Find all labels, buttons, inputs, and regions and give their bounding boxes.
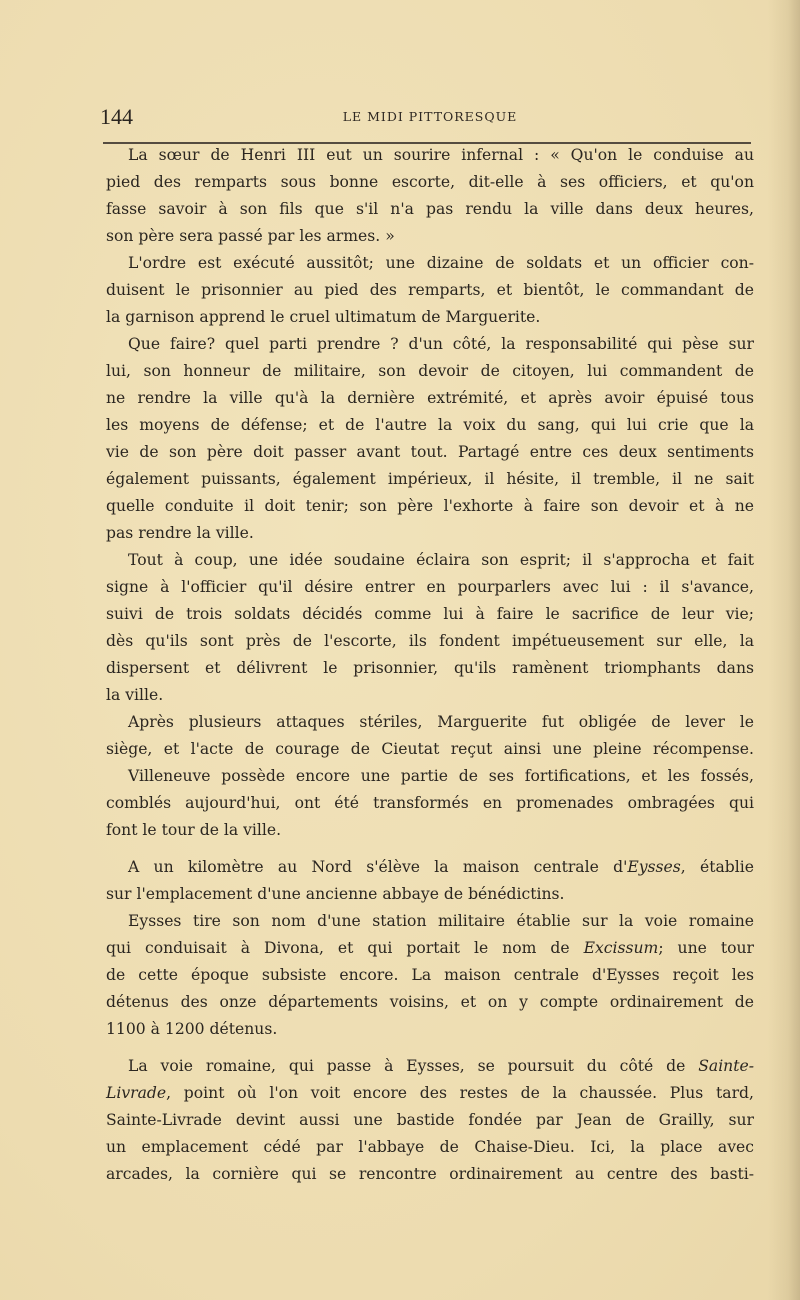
- text-line: Sainte-Livrade devint aussi une bastide fondée par Jean de Grailly, sur: [106, 1111, 754, 1129]
- text-line: [106, 854, 754, 881]
- text-line: La sœur de Henri III eut un sourire infernal : « Qu'on le conduise au: [128, 146, 754, 164]
- text-segment: qui conduisait à Divona, et qui portait le nom de: [106, 939, 584, 957]
- section-gap: [106, 844, 754, 854]
- text-line: font le tour de la ville.: [106, 821, 282, 839]
- text-line: Tout à coup, une idée soudaine éclaira son esprit; il s'approcha et fait: [128, 551, 754, 569]
- text-line: signe à l'officier qu'il désire entrer en pourparlers avec lui : il s'avance,: [106, 578, 754, 596]
- section-gap: [106, 1043, 754, 1053]
- text-line: les moyens de défense; et de l'autre la voix du sang, qui lui crie que la: [106, 416, 754, 434]
- italic-place-name: Excissum: [583, 939, 659, 957]
- text-line: [106, 1053, 754, 1080]
- text-line: lui, son honneur de militaire, son devoir de citoyen, lui commandent de: [106, 362, 754, 380]
- text-line: fasse savoir à son fils que s'il n'a pas rendu la ville dans deux heures,: [106, 200, 754, 218]
- text-line: comblés aujourd'hui, ont été transformés en promenades ombragées qui: [106, 794, 754, 812]
- text-segment: , point où l'on voit encore des restes de la chaussée. Plus tard,: [166, 1084, 754, 1102]
- paragraph: [106, 547, 754, 709]
- italic-place-name: Sainte-: [698, 1057, 754, 1075]
- text-line: de cette époque subsiste encore. La maison centrale d'Eysses reçoit les: [106, 966, 754, 984]
- page-header: [100, 104, 760, 134]
- text-line: Eysses tire son nom d'une station militaire établie sur la voie romaine: [128, 912, 754, 930]
- text-line: [106, 1080, 754, 1107]
- text-line: vie de son père doit passer avant tout. Partagé entre ces deux sentiments: [106, 443, 754, 461]
- text-line: duisent le prisonnier au pied des remparts, et bientôt, le commandant de: [106, 281, 754, 299]
- text-line: pied des remparts sous bonne escorte, dit-elle à ses officiers, et qu'on: [106, 173, 754, 191]
- paragraph: [106, 908, 754, 1043]
- text-line: son père sera passé par les armes. »: [106, 227, 395, 245]
- paragraph: [106, 250, 754, 331]
- text-line: [106, 935, 754, 962]
- paragraph: [106, 142, 754, 250]
- text-line: un emplacement cédé par l'abbaye de Chaise-Dieu. Ici, la place avec: [106, 1138, 754, 1156]
- paragraph: [106, 854, 754, 908]
- text-line: suivi de trois soldats décidés comme lui à faire le sacrifice de leur vie;: [106, 605, 754, 623]
- page-number: 144: [100, 104, 133, 129]
- text-line: Que faire? quel parti prendre ? d'un côté, la responsabilité qui pèse sur: [128, 335, 754, 353]
- text-line: dès qu'ils sont près de l'escorte, ils fondent impétueusement sur elle, la: [106, 632, 754, 650]
- text-line: également puissants, également impérieux, il hésite, il tremble, il ne sait: [106, 470, 754, 488]
- text-segment: La voie romaine, qui passe à Eysses, se poursuit du côté de: [128, 1057, 699, 1075]
- text-line: quelle conduite il doit tenir; son père l'exhorte à faire son devoir et à ne: [106, 497, 754, 515]
- text-line: pas rendre la ville.: [106, 524, 254, 542]
- paragraph: [106, 1053, 754, 1188]
- text-line: la ville.: [106, 686, 164, 704]
- running-title: LE MIDI PITTORESQUE: [342, 109, 518, 124]
- text-line: arcades, la cornière qui se rencontre ordinairement au centre des basti-: [106, 1165, 754, 1183]
- text-line: la garnison apprend le cruel ultimatum de Marguerite.: [106, 308, 541, 326]
- text-line: 1100 à 1200 détenus.: [106, 1020, 278, 1038]
- text-line: L'ordre est exécuté aussitôt; une dizaine de soldats et un officier con-: [128, 254, 754, 272]
- paragraph: [106, 709, 754, 763]
- italic-place-name: Eysses: [627, 858, 681, 876]
- text-line: Après plusieurs attaques stériles, Marguerite fut obligée de lever le: [128, 713, 754, 731]
- text-segment: ; une tour: [658, 939, 755, 957]
- text-line: siège, et l'acte de courage de Cieutat reçut ainsi une pleine récompense.: [106, 740, 754, 758]
- body-text: [106, 142, 754, 1188]
- italic-place-name: Livrade: [106, 1084, 167, 1102]
- text-line: sur l'emplacement d'une ancienne abbaye de bénédictins.: [106, 885, 565, 903]
- paragraph: [106, 331, 754, 547]
- text-line: détenus des onze départements voisins, et on y compte ordinairement de: [106, 993, 754, 1011]
- paragraph: [106, 763, 754, 844]
- text-segment: , établie: [680, 858, 754, 876]
- text-line: ne rendre la ville qu'à la dernière extrémité, et après avoir épuisé tous: [106, 389, 754, 407]
- text-segment: A un kilomètre au Nord s'élève la maison centrale d': [128, 858, 628, 876]
- text-line: dispersent et délivrent le prisonnier, qu'ils ramènent triomphants dans: [106, 659, 754, 677]
- text-line: Villeneuve possède encore une partie de ses fortifications, et les fossés,: [128, 767, 754, 785]
